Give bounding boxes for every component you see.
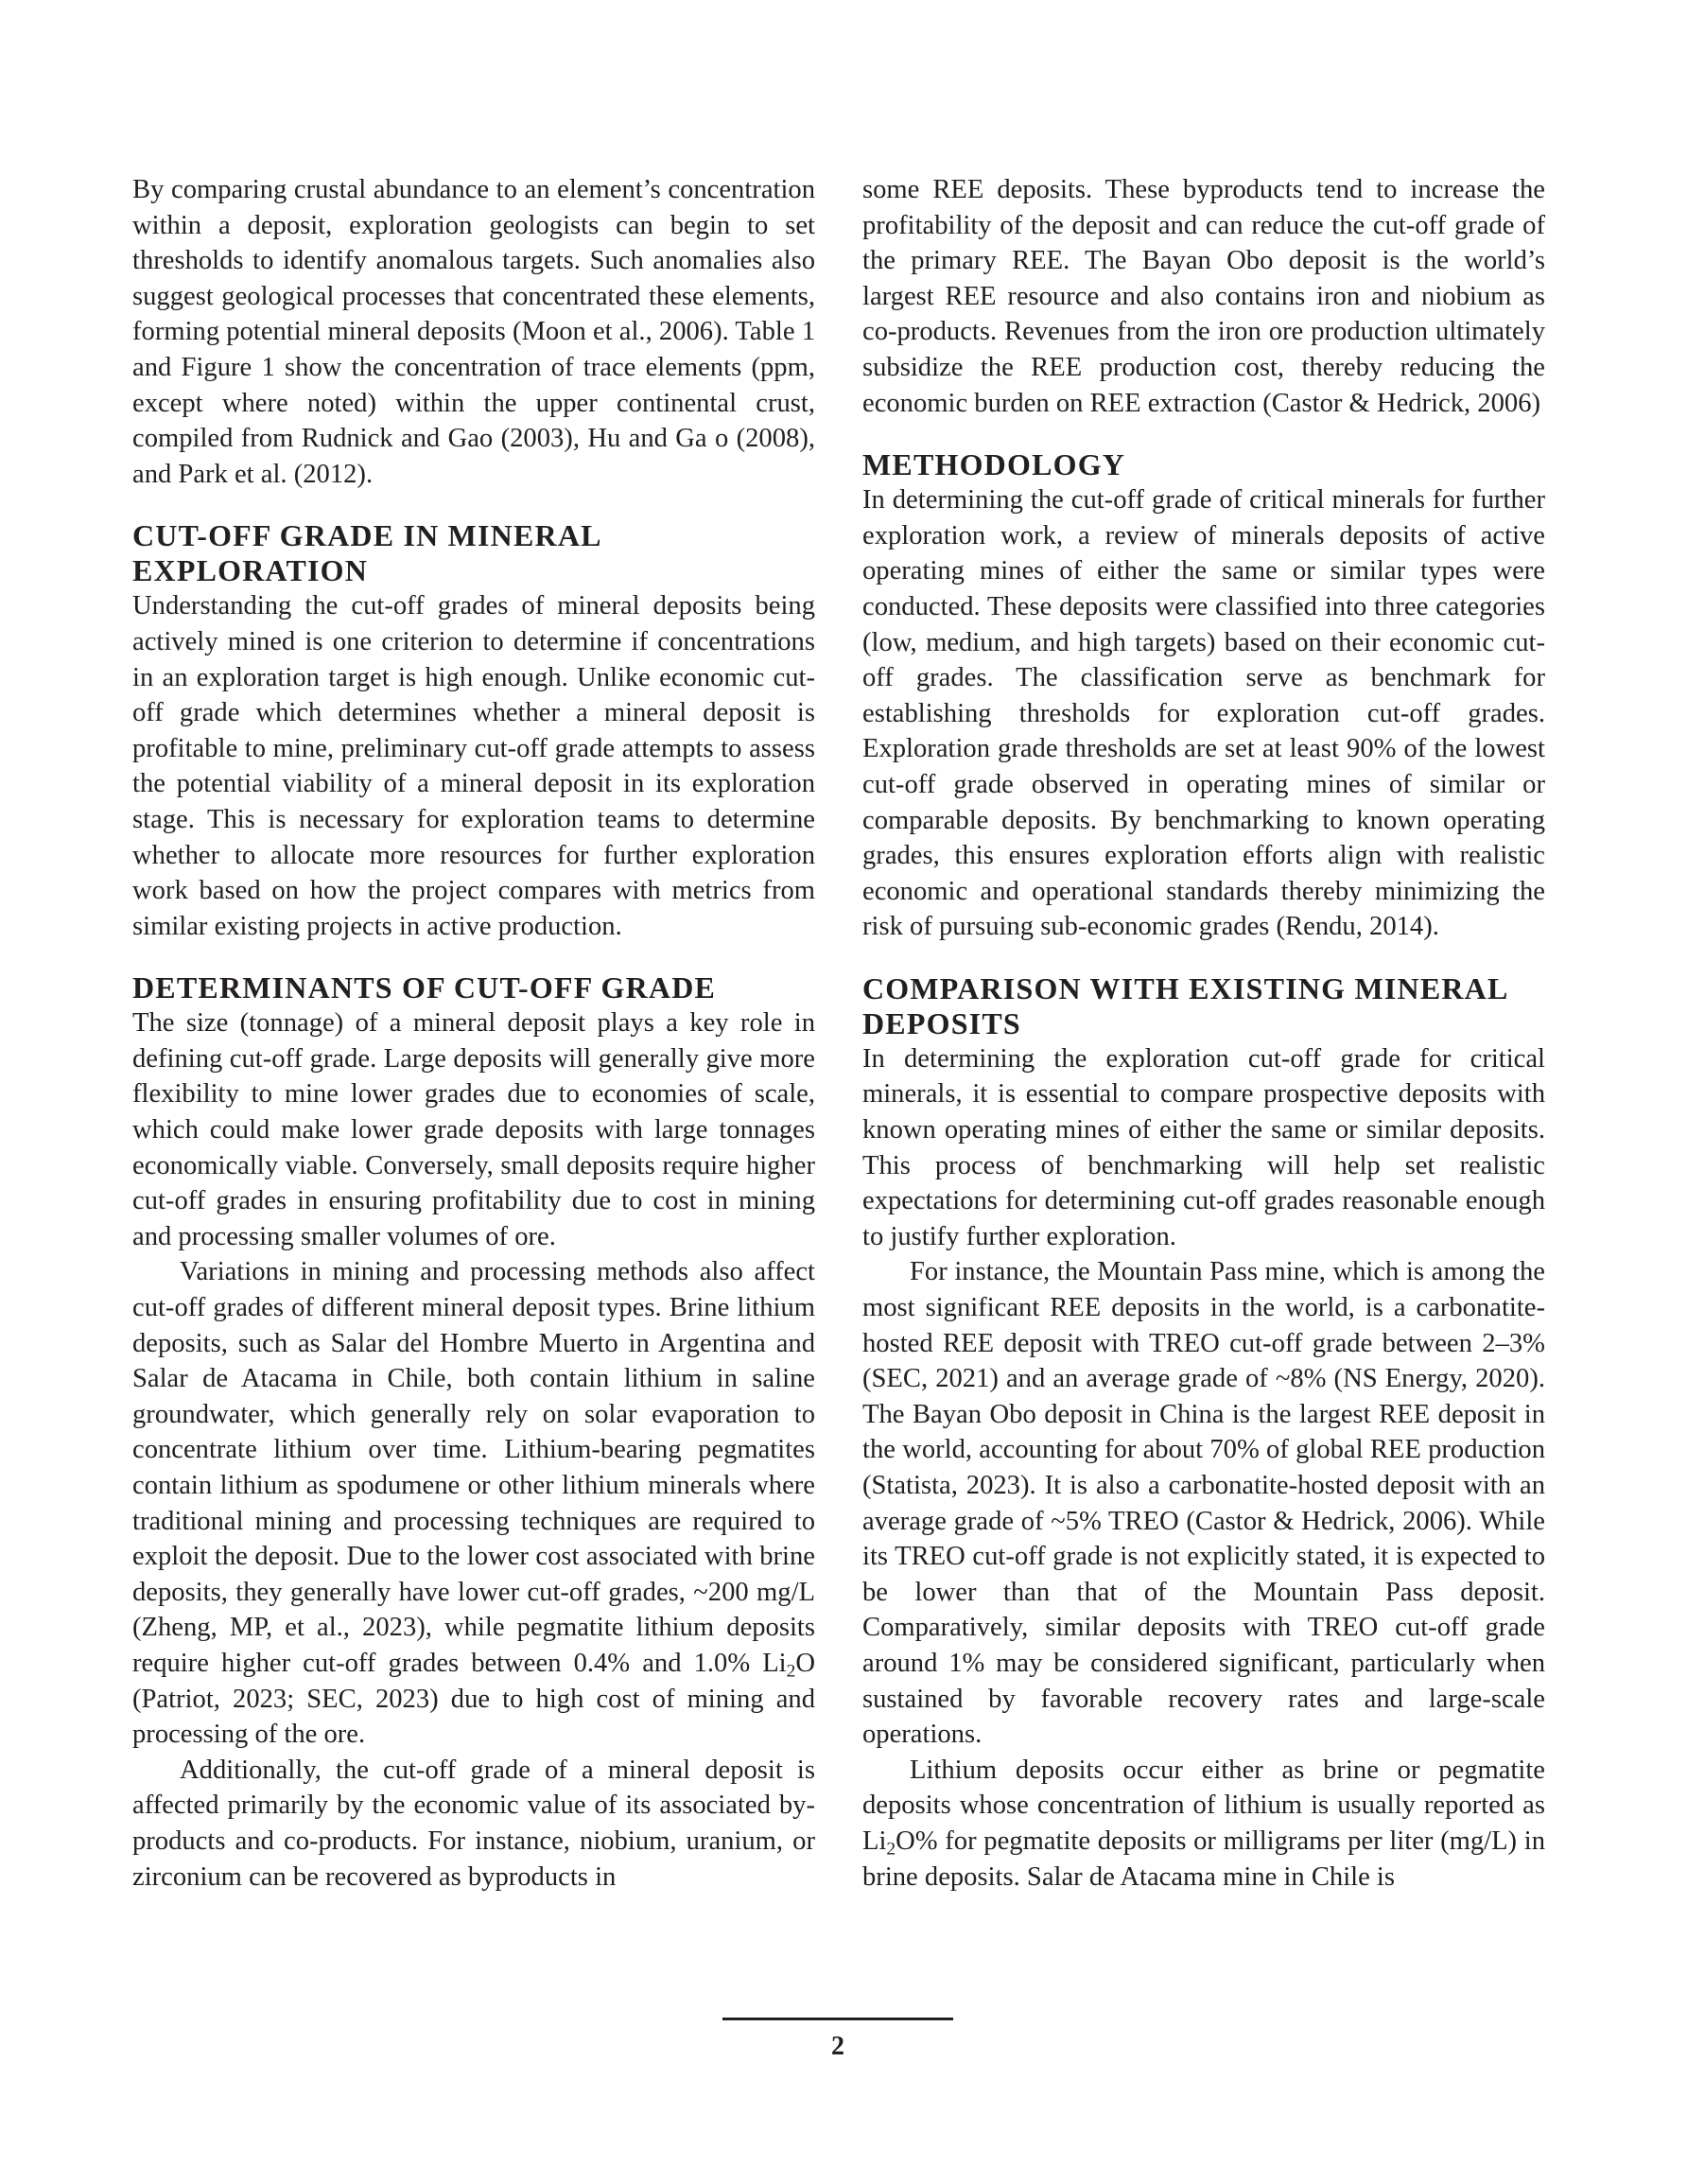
determinants-paragraph-1: The size (tonnage) of a mineral deposit plays a key role in defining cut-off grade. Large deposits will generally give more flexibility to mine lower grades due to economies of scale, which could make lower grade deposits with large tonnages economically viable. Conversely, small deposits require higher cut-off grades in ensuring profitability due to cost in mining and processing smaller volumes of ore. [132, 1008, 815, 1251]
right-column [862, 172, 1545, 1895]
methodology-paragraph: In determining the cut-off grade of critical minerals for further exploration work, a review of minerals deposits of active operating mines of either the same or similar types were conducted. These deposits were classified into three categories (low, medium, and high targets) based on their economic cut-off grades. The classification serve as benchmark for establishing thresholds for exploration cut-off grades. Exploration grade thresholds are set at least 90% of the lowest cut-off grade observed in operating mines of similar or comparable deposits. By benchmarking to known operating grades, this ensures exploration efforts align with realistic economic and operational standards thereby minimizing the risk of pursuing sub-economic grades (Rendu, 2014). [862, 485, 1545, 942]
comparison-paragraph-2: For instance, the Mountain Pass mine, which is among the most significant REE deposits in the world, is a carbonatite-hosted REE deposit with TREO cut-off grade between 2–3% (SEC, 2021) and an average grade of ~8% (NS Energy, 2020). The Bayan Obo deposit in China is the largest REE deposit in the world, accounting for about 70% of global REE production (Statista, 2023). It is also a carbonatite-hosted deposit with an average grade of ~5% TREO (Castor & Hedrick, 2006). While its TREO cut-off grade is not explicitly stated, it is expected to be lower than that of the Mountain Pass deposit. Comparatively, similar deposits with TREO cut-off grade around 1% may be considered significant, particularly when sustained by favorable recovery rates and large-scale operations. [862, 1257, 1545, 1750]
li2o-subscript: 2 [786, 1661, 796, 1682]
determinants-paragraph-2 [132, 1254, 815, 1752]
intro-paragraph: By comparing crustal abundance to an element’s concentration within a deposit, exploration geologists can begin to set thresholds to identify anomalous targets. Such anomalies also suggest geological processes that concentrated these elements, forming potential mineral deposits (Moon et al., 2006). Table 1 and Figure 1 show the concentration of trace elements (ppm, except where noted) within the upper continental crust, compiled from Rudnick and Gao (2003), Hu and Ga o (2008), and Park et al. (2012). [132, 175, 815, 489]
heading-methodology: METHODOLOGY [862, 447, 1126, 482]
left-column [132, 172, 815, 1895]
determinants-paragraph-3: Additionally, the cut-off grade of a mineral deposit is affected primarily by the economic value of its associated by-products and co-products. For instance, niobium, uranium, or zirconium can be recovered as byproducts in [132, 1755, 815, 1892]
comparison-paragraph-3-text-a: Lithium deposits occur either as brine or pegmatite deposits whose concentration of lithium is usually reported as Li [862, 1755, 1545, 1856]
page-number: 2 [831, 2032, 844, 2061]
heading-comparison: COMPARISON WITH EXISTING MINERAL DEPOSITS [862, 970, 1507, 1040]
heading-cutoff-grade: CUT-OFF GRADE IN MINERAL EXPLORATION [132, 518, 600, 588]
li2o-subscript: 2 [886, 1839, 896, 1860]
comparison-paragraph-3 [862, 1753, 1545, 1895]
footer-divider [722, 2018, 953, 2020]
comparison-paragraph-3-text-b: O% for pegmatite deposits or milligrams per liter (mg/L) in brine deposits. Salar de Atacama mine in Chile is [862, 1826, 1545, 1892]
continued-paragraph: some REE deposits. These byproducts tend to increase the profitability of the deposit and can reduce the cut-off grade of the primary REE. The Bayan Obo deposit is the world’s largest REE resource and also contains iron and niobium as co-products. Revenues from the iron ore production ultimately subsidize the REE production cost, thereby reducing the economic burden on REE extraction (Castor & Hedrick, 2006) [862, 175, 1545, 418]
cutoff-paragraph: Understanding the cut-off grades of mineral deposits being actively mined is one criterion to determine if concentrations in an exploration target is high enough. Unlike economic cut-off grade which determines whether a mineral deposit is profitable to mine, preliminary cut-off grade attempts to assess the potential viability of a mineral deposit in its exploration stage. This is necessary for exploration teams to determine whether to allocate more resources for further exploration work based on how the project compares with metrics from similar existing projects in active production. [132, 591, 815, 941]
comparison-paragraph-1: In determining the exploration cut-off grade for critical minerals, it is essential to compare prospective deposits with known operating mines of either the same or similar deposits. This process of benchmarking will help set realistic expectations for determining cut-off grades reasonable enough to justify further exploration. [862, 1043, 1545, 1251]
determinants-paragraph-2-text-b: O (Patriot, 2023; SEC, 2023) due to high cost of mining and processing of the ore. [132, 1648, 815, 1750]
heading-determinants: DETERMINANTS OF CUT-OFF GRADE [132, 970, 717, 1005]
determinants-paragraph-2-text-a: Variations in mining and processing methods also affect cut-off grades of different mineral deposit types. Brine lithium deposits, such as Salar del Hombre Muerto in Argentina and Salar de Atacama in Chile, both contain lithium in saline groundwater, which generally rely on solar evaporation to concentrate lithium over time. Lithium-bearing pegmatites contain lithium as spodumene or other lithium minerals where traditional mining and processing techniques are required to exploit the deposit. Due to the lower cost associated with brine deposits, they generally have lower cut-off grades, ~200 mg/L (Zheng, MP, et al., 2023), while pegmatite lithium deposits require higher cut-off grades between 0.4% and 1.0% Li [132, 1257, 815, 1678]
